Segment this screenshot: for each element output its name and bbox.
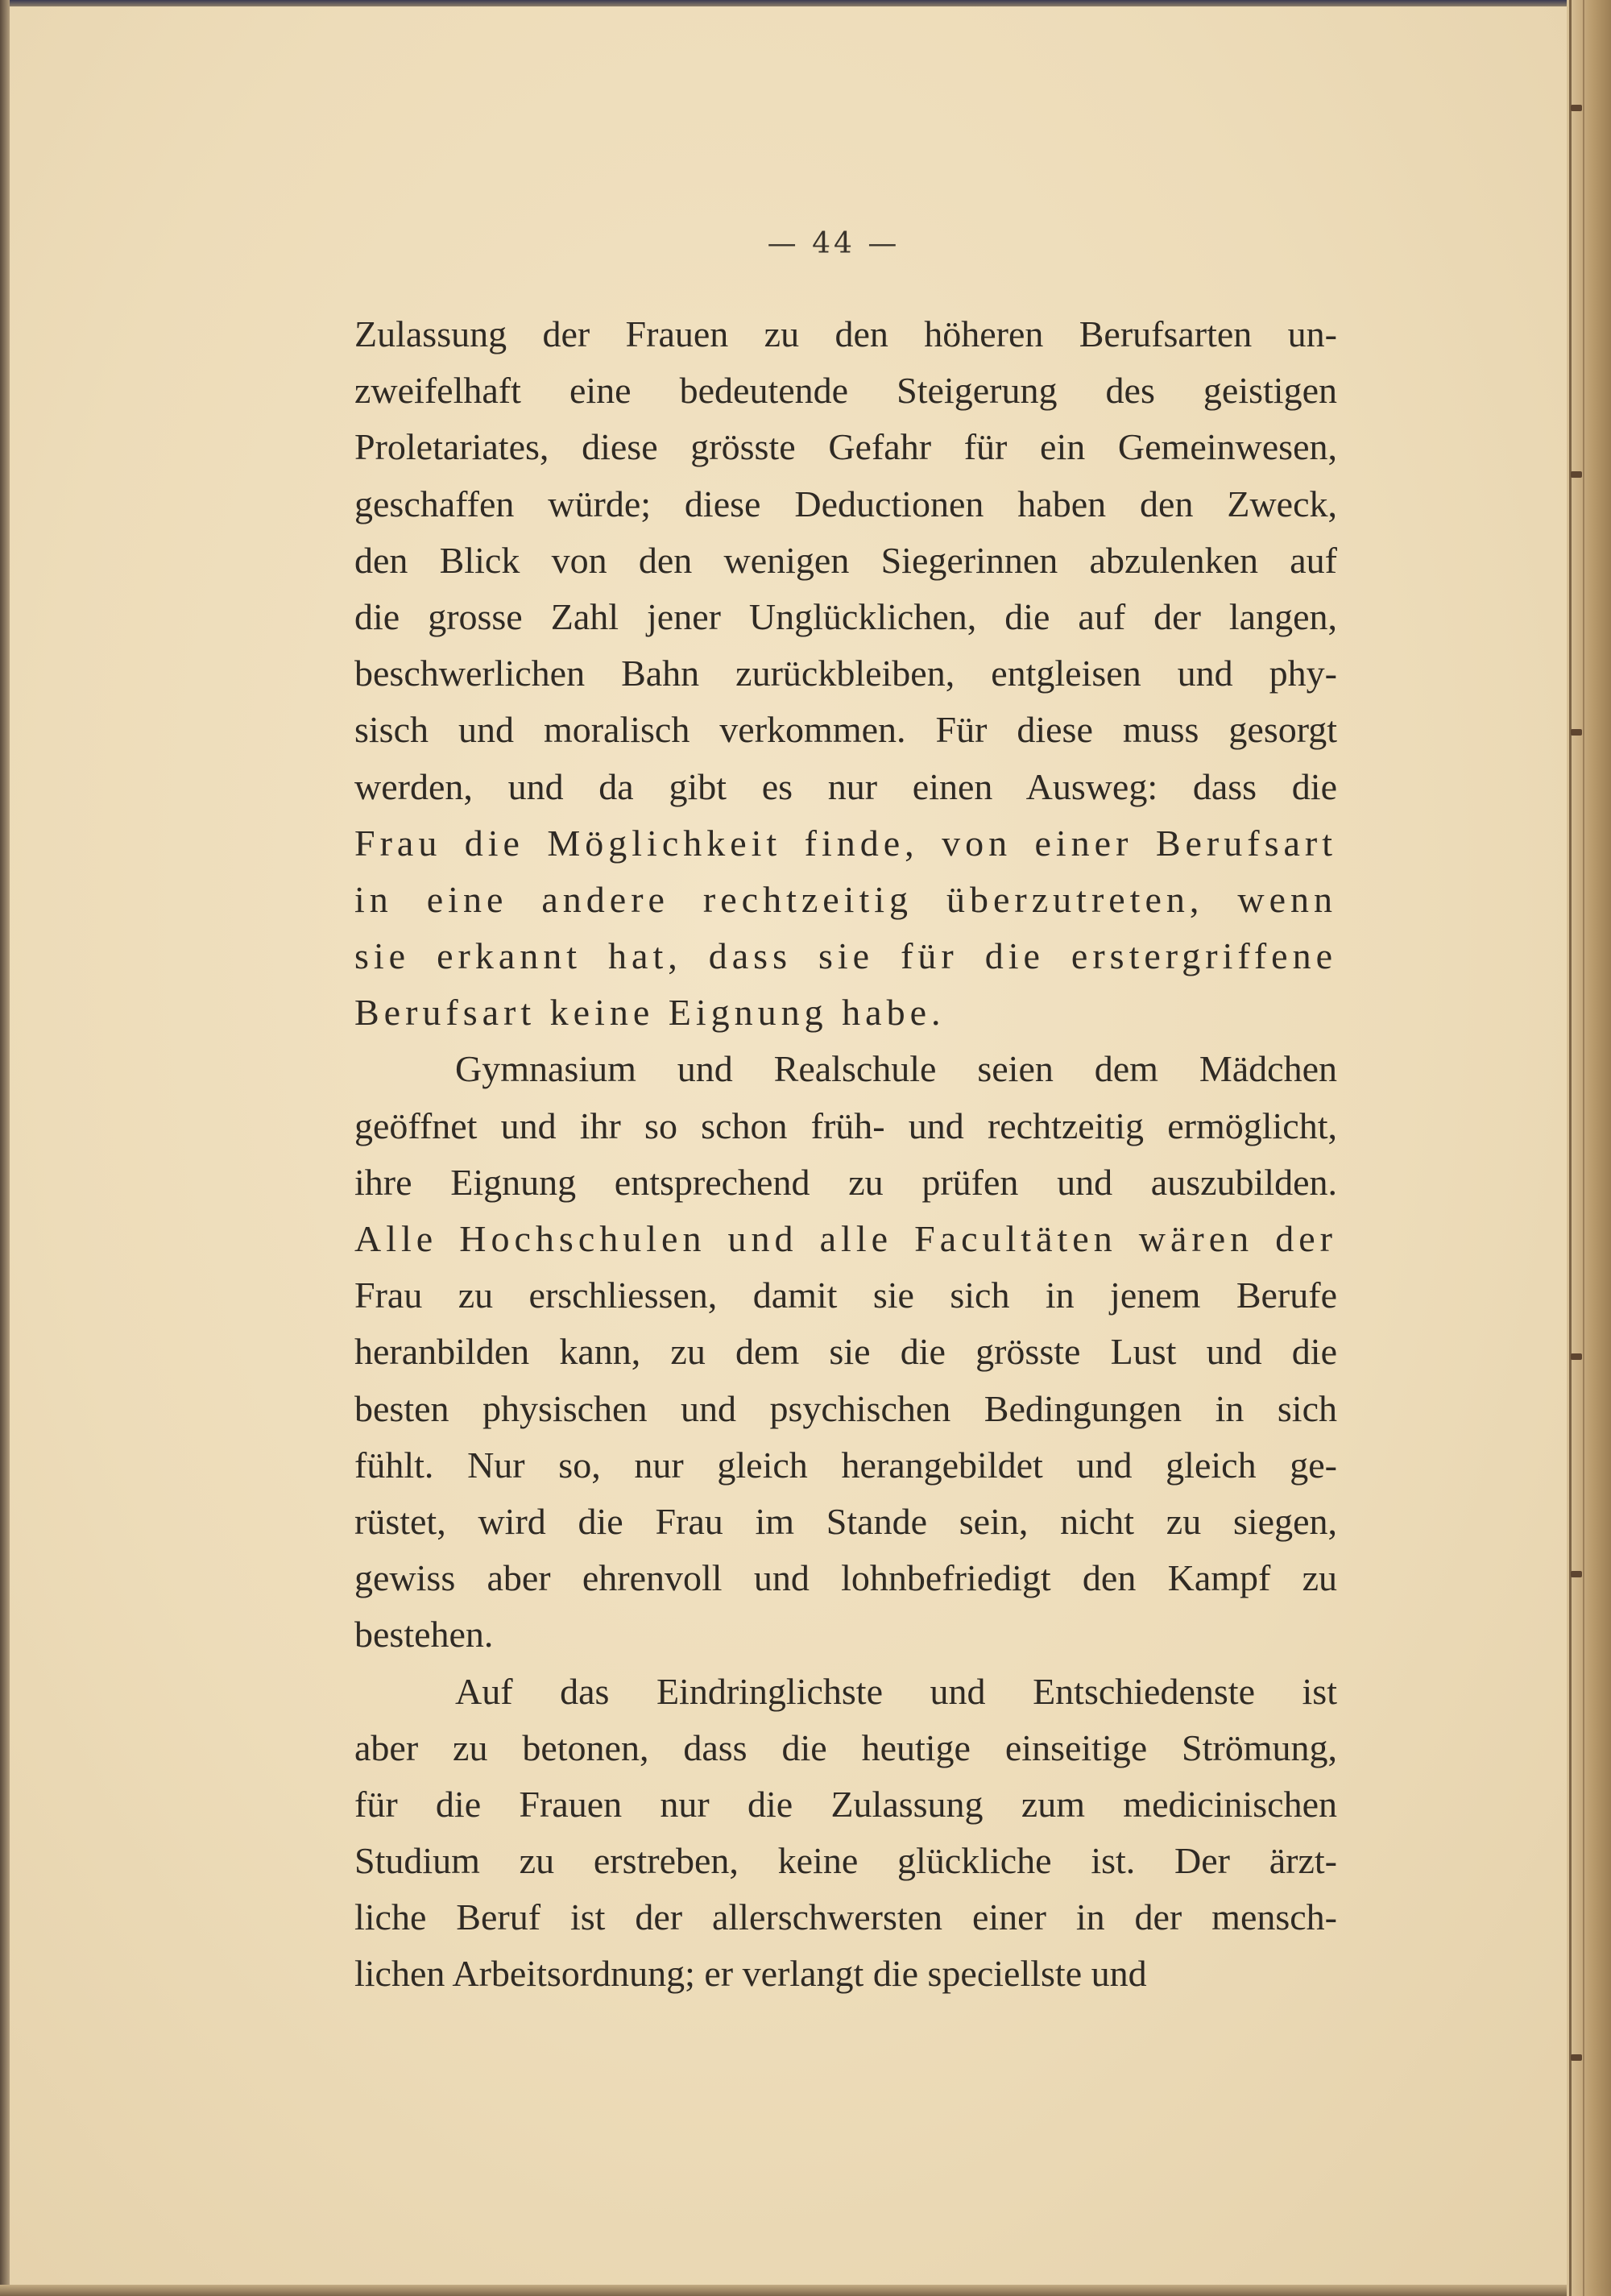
text-line: lichen Arbeitsordnung; er verlangt die speciellste und: [354, 1953, 1147, 1995]
text-line: zweifelhaft eine bedeutende Steigerung des geistigen: [354, 370, 1337, 412]
text-line: Frau die Möglichkeit finde, von einer Berufsart: [354, 822, 1337, 864]
text-line: geöffnet und ihr so schon früh- und rechtzeitig ermöglicht,: [354, 1104, 1337, 1146]
body-text: [354, 306, 1337, 2003]
page-bottom-edge: [0, 2285, 1611, 2296]
binding-stitch: [1571, 729, 1582, 736]
text-line: in eine andere rechtzeitig überzutreten, wenn: [354, 878, 1337, 920]
binding-stitch: [1571, 105, 1582, 111]
text-line: Gymnasium und Realschule seien dem Mädchen: [455, 1048, 1337, 1090]
text-line: heranbilden kann, zu dem sie die grösste Lust und die: [354, 1331, 1337, 1373]
text-line: werden, und da gibt es nur einen Ausweg: dass die: [354, 765, 1337, 807]
binding-stitch: [1571, 1353, 1582, 1360]
text-line: Frau zu erschliessen, damit sie sich in jenem Berufe: [354, 1274, 1337, 1316]
page-number: — 44 —: [767, 227, 901, 260]
binding-fold-line: [1569, 0, 1572, 2296]
paragraph: [354, 1664, 1337, 2003]
text-line: rüstet, wird die Frau im Stande sein, nicht zu siegen,: [354, 1500, 1337, 1542]
text-line: bestehen.: [354, 1614, 494, 1656]
text-line: Proletariates, diese grösste Gefahr für ein Gemeinwesen,: [354, 426, 1337, 468]
text-line: Alle Hochschulen und alle Facultäten wären der: [354, 1218, 1337, 1259]
page-top-edge: [0, 0, 1611, 6]
text-line: ihre Eignung entsprechend zu prüfen und auszubilden.: [354, 1161, 1337, 1203]
text-line: Zulassung der Frauen zu den höheren Berufsarten un-: [354, 313, 1337, 354]
text-line: geschaffen würde; diese Deductionen haben den Zweck,: [354, 483, 1337, 524]
text-line: aber zu betonen, dass die heutige einseitige Strömung,: [354, 1726, 1337, 1768]
text-line: für die Frauen nur die Zulassung zum medicinischen: [354, 1783, 1337, 1825]
text-line: Berufsart keine Eignung habe.: [354, 992, 946, 1034]
binding-stitch: [1571, 2054, 1582, 2061]
text-line: gewiss aber ehrenvoll und lohnbefriedigt den Kampf zu: [354, 1557, 1337, 1599]
page-left-edge: [0, 0, 10, 2296]
paragraph: [354, 306, 1337, 1041]
paragraph: [354, 1041, 1337, 1663]
binding-thread-line: [1583, 0, 1584, 2296]
text-line: liche Beruf ist der allerschwersten einer in der mensch-: [354, 1896, 1337, 1938]
text-line: die grosse Zahl jener Unglücklichen, die auf der langen,: [354, 595, 1337, 637]
binding-stitch: [1571, 471, 1582, 478]
text-line: besten physischen und psychischen Bedingungen in sich: [354, 1387, 1337, 1429]
text-line: den Blick von den wenigen Siegerinnen abzulenken auf: [354, 539, 1337, 581]
text-line: fühlt. Nur so, nur gleich herangebildet und gleich ge-: [354, 1444, 1337, 1486]
text-line: Auf das Eindringlichste und Entschiedenste ist: [455, 1670, 1337, 1712]
text-line: sie erkannt hat, dass sie für die erstergriffene: [354, 935, 1337, 977]
book-binding: [1567, 0, 1611, 2296]
binding-stitch: [1571, 1571, 1582, 1577]
text-line: sisch und moralisch verkommen. Für diese muss gesorgt: [354, 709, 1337, 751]
text-line: Studium zu erstreben, keine glückliche ist. Der ärzt-: [354, 1840, 1337, 1882]
text-line: beschwerlichen Bahn zurückbleiben, entgleisen und phy-: [354, 653, 1337, 694]
